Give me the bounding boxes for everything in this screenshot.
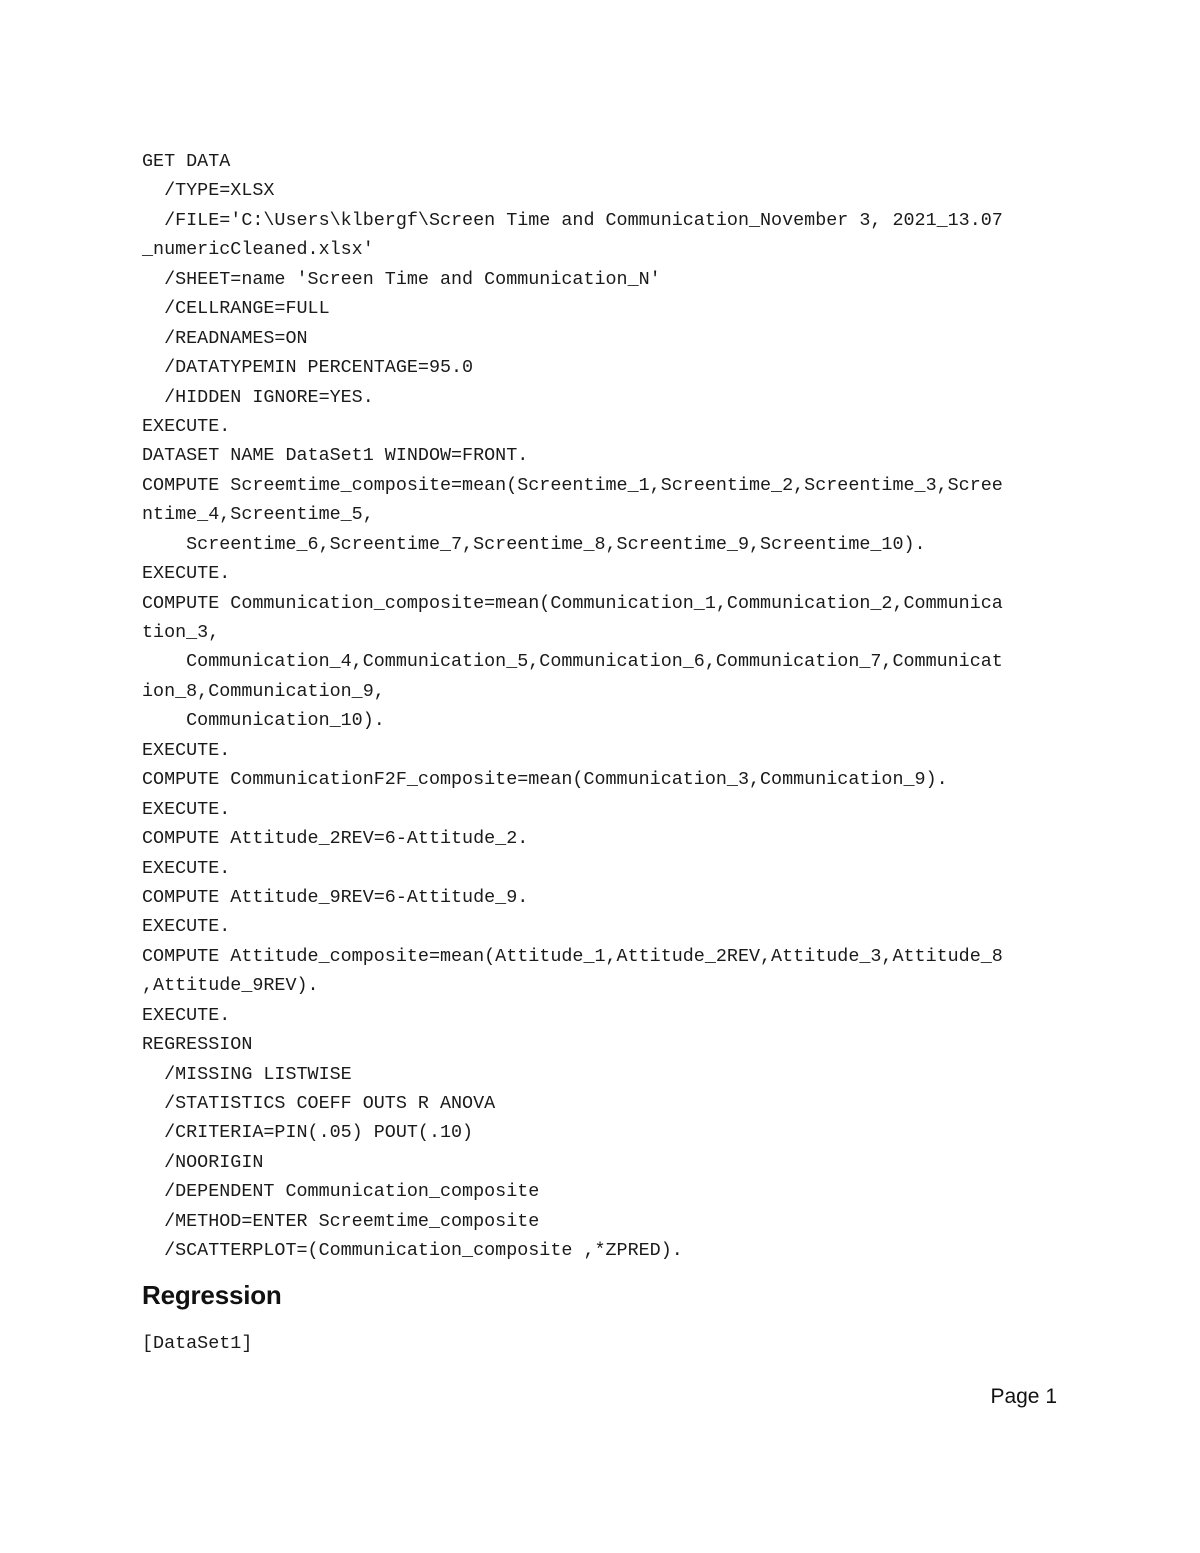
syntax-line: ion_8,Communication_9, — [142, 680, 385, 702]
syntax-line: EXECUTE. — [142, 739, 231, 761]
syntax-line: tion_3, — [142, 622, 220, 643]
dataset-label: [DataSet1] — [142, 1333, 253, 1354]
syntax-line: COMPUTE Attitude_9REV=6-Attitude_9. — [142, 886, 529, 908]
syntax-line: Communication_4,Communication_5,Communication_6,Communication_7,Communicat — [142, 651, 1003, 673]
syntax-line: /STATISTICS COEFF OUTS R ANOVA — [142, 1093, 496, 1114]
syntax-line: Screentime_6,Screentime_7,Screentime_8,Screentime_9,Screentime_10). — [142, 533, 926, 555]
syntax-line: /METHOD=ENTER Screemtime_composite — [142, 1210, 540, 1232]
syntax-line: /SHEET=name 'Screen Time and Communication_N' — [142, 268, 661, 290]
syntax-line: ntime_4,Screentime_5, — [142, 504, 374, 526]
syntax-line: EXECUTE. — [142, 563, 231, 585]
syntax-line: Communication_10). — [142, 710, 385, 732]
syntax-line: EXECUTE. — [142, 415, 231, 437]
syntax-line: /NOORIGIN — [142, 1151, 264, 1173]
section-heading: Regression — [142, 1280, 282, 1310]
syntax-line: /READNAMES=ON — [142, 327, 308, 349]
syntax-line: /MISSING LISTWISE — [142, 1063, 352, 1085]
spss-syntax-block — [142, 147, 1122, 1266]
syntax-line: ,Attitude_9REV). — [142, 975, 319, 997]
syntax-line: COMPUTE Screemtime_composite=mean(Screentime_1,Screentime_2,Screentime_3,Scree — [142, 474, 1003, 496]
syntax-line: EXECUTE. — [142, 798, 231, 820]
syntax-line: DATASET NAME DataSet1 WINDOW=FRONT. — [142, 445, 529, 467]
syntax-line: /HIDDEN IGNORE=YES. — [142, 386, 374, 408]
syntax-line: EXECUTE. — [142, 916, 231, 938]
syntax-line: /DEPENDENT Communication_composite — [142, 1181, 540, 1203]
syntax-line: /CELLRANGE=FULL — [142, 298, 330, 320]
syntax-line: COMPUTE CommunicationF2F_composite=mean(Communication_3,Communication_9). — [142, 769, 948, 791]
syntax-line: /DATATYPEMIN PERCENTAGE=95.0 — [142, 357, 474, 379]
syntax-line: COMPUTE Attitude_composite=mean(Attitude_1,Attitude_2REV,Attitude_3,Attitude_8 — [142, 945, 1003, 967]
page-number: Page 1 — [990, 1385, 1057, 1408]
syntax-line: GET DATA — [142, 151, 231, 172]
syntax-line: REGRESSION — [142, 1034, 253, 1056]
syntax-line: /CRITERIA=PIN(.05) POUT(.10) — [142, 1122, 474, 1144]
syntax-line: COMPUTE Attitude_2REV=6-Attitude_2. — [142, 828, 529, 850]
syntax-line: /TYPE=XLSX — [142, 180, 275, 202]
syntax-line: EXECUTE. — [142, 1004, 231, 1026]
syntax-line: EXECUTE. — [142, 857, 231, 879]
syntax-line: _numericCleaned.xlsx' — [142, 239, 374, 261]
syntax-line: COMPUTE Communication_composite=mean(Communication_1,Communication_2,Communica — [142, 592, 1003, 614]
syntax-line: /SCATTERPLOT=(Communication_composite ,*ZPRED). — [142, 1240, 683, 1262]
syntax-line: /FILE='C:\Users\klbergf\Screen Time and Communication_November 3, 2021_13.07 — [142, 209, 1003, 231]
